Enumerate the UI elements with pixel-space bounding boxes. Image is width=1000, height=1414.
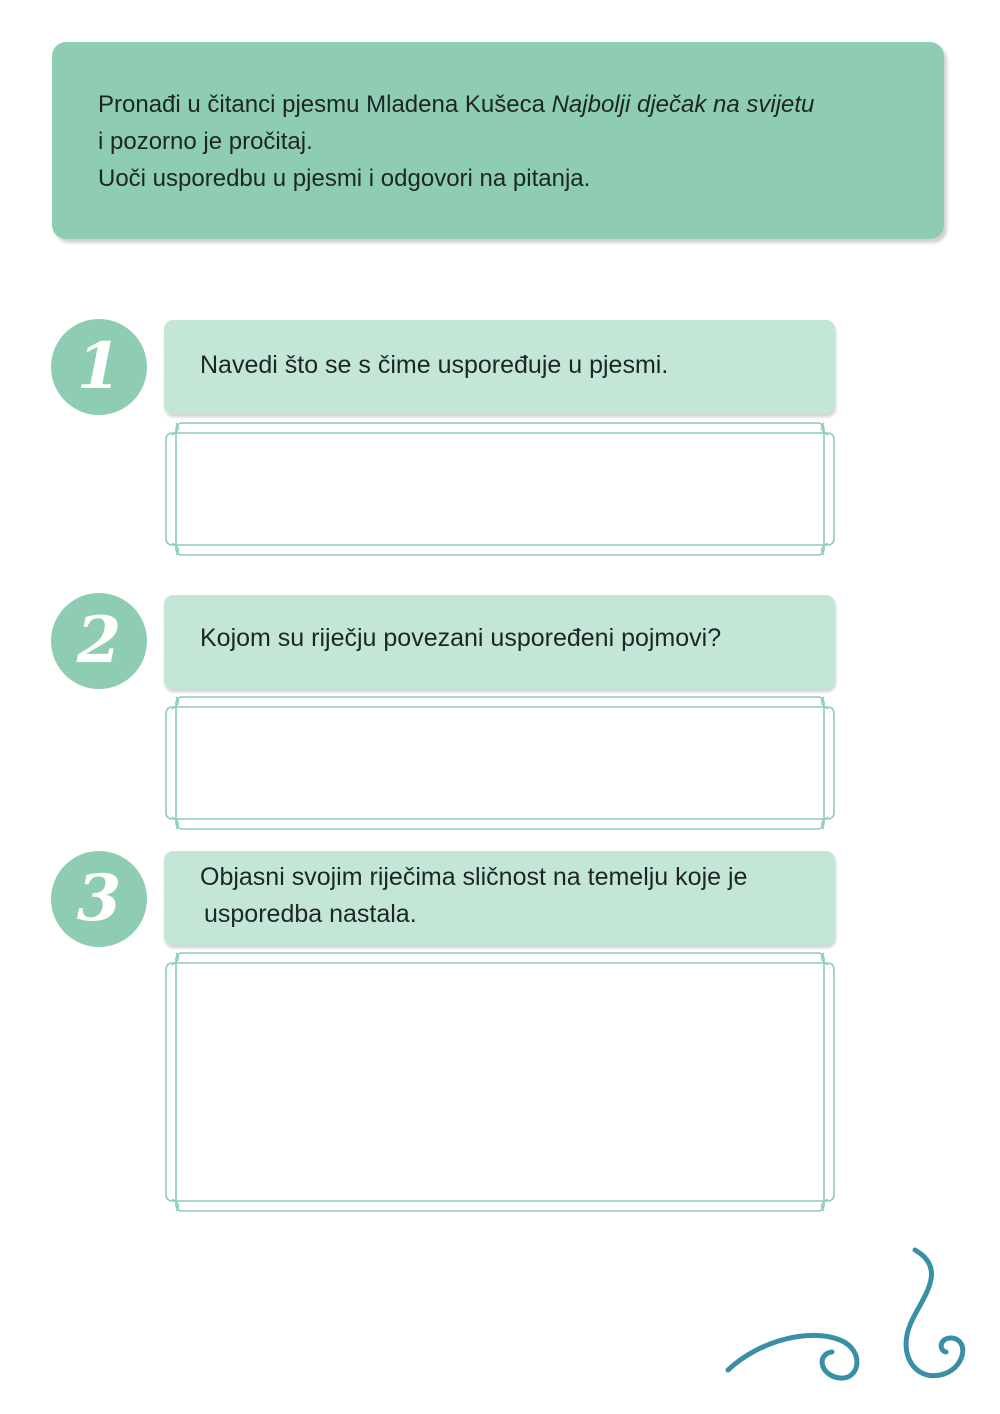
poem-title: Najbolji dječak na svijetu xyxy=(551,91,815,118)
answer-input-3[interactable] xyxy=(180,965,820,1199)
question-1-prompt xyxy=(164,320,835,414)
instruction-line-1 xyxy=(98,86,898,123)
instruction-text: Pronađi u čitanci pjesmu Mladena Kušeca xyxy=(98,91,552,118)
answer-input-2[interactable] xyxy=(180,709,820,817)
answer-input-1[interactable] xyxy=(180,435,820,543)
question-3-text-line-1: Objasni svojim riječima sličnost na temelju koje je xyxy=(200,863,748,891)
question-number-3: 3 xyxy=(51,851,147,947)
question-2-text: Kojom su riječju povezani uspoređeni pojmovi? xyxy=(200,624,722,652)
swirl-ornament-icon xyxy=(720,1240,980,1390)
instruction-line-2: i pozorno je pročitaj. xyxy=(98,128,313,155)
question-3-prompt xyxy=(164,851,835,945)
question-3-text-line-2: usporedba nastala. xyxy=(204,900,417,928)
instructions-panel xyxy=(52,42,944,239)
question-1-text: Navedi što se s čime uspoređuje u pjesmi. xyxy=(200,351,669,379)
answer-box-3[interactable] xyxy=(162,949,838,1215)
answer-box-1[interactable] xyxy=(162,419,838,559)
question-number-2: 2 xyxy=(51,593,147,689)
answer-box-2[interactable] xyxy=(162,693,838,833)
instruction-line-3: Uoči usporedbu u pjesmi i odgovori na pitanja. xyxy=(98,165,591,192)
question-number-1: 1 xyxy=(51,319,147,415)
question-2-prompt xyxy=(164,595,835,689)
